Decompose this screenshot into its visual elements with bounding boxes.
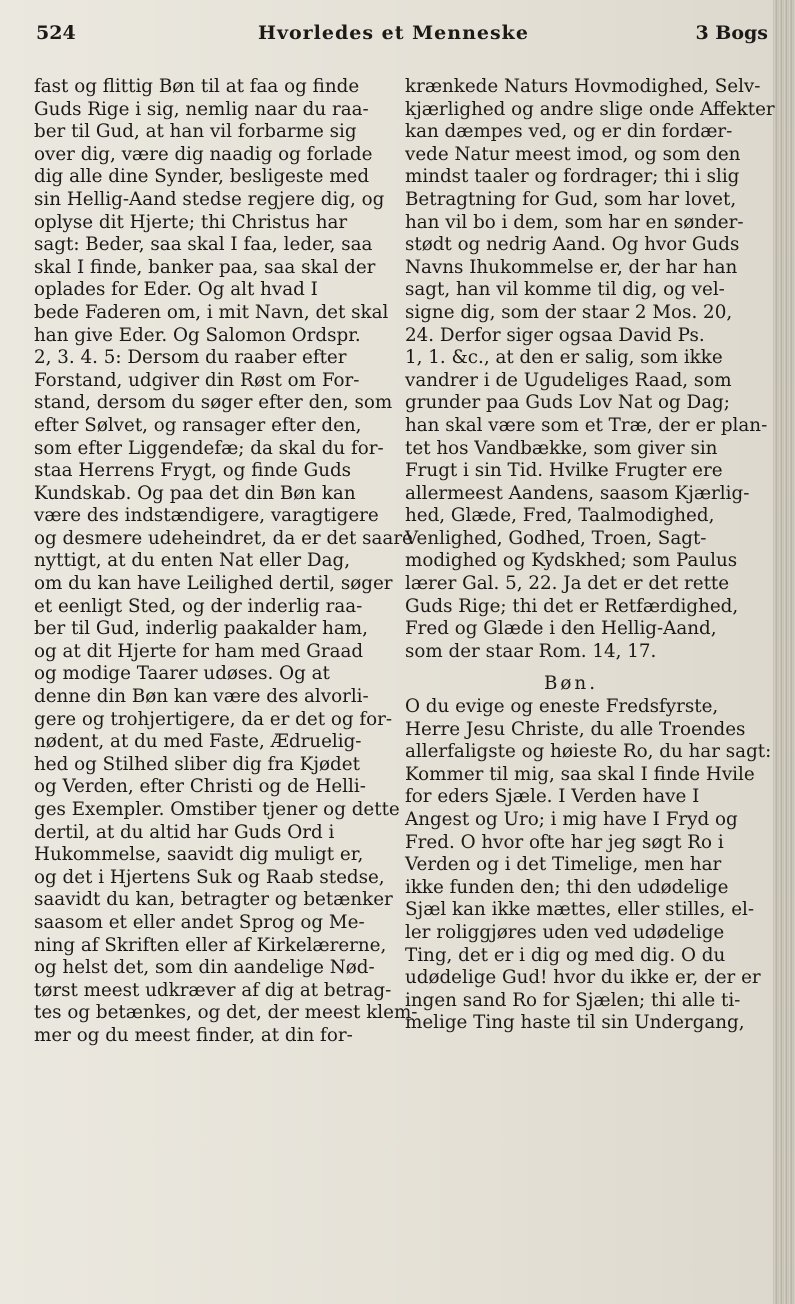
text-line: dertil, at du altid har Guds Ord i — [34, 821, 335, 843]
prayer-line: ler roliggjøres uden ved udødelige — [405, 921, 725, 943]
text-line: ber til Gud, inderlig paakalder ham, — [34, 618, 368, 640]
prayer-line: O du evige og eneste Fredsfyrste, — [405, 696, 719, 718]
text-line: Frugt i sin Tid. Hvilke Frugter ere — [405, 460, 723, 482]
text-line: 24. Derfor siger ogsaa David Ps. — [405, 324, 705, 346]
text-line: stødt og nedrig Aand. Og hvor Guds — [405, 234, 740, 256]
text-line: nødent, at du med Faste, Ædruelig- — [34, 731, 362, 753]
text-line: staa Herrens Frygt, og finde Guds — [34, 460, 352, 482]
prayer-line: ingen sand Ro for Sjælen; thi alle ti- — [405, 989, 741, 1011]
text-line: fast og flittig Bøn til at faa og finde — [34, 76, 360, 97]
text-line: Navns Ihukommelse er, der har han — [405, 256, 738, 278]
text-line: stand, dersom du søger efter den, som — [34, 392, 393, 414]
text-line: tørst meest udkræver af dig at betrag- — [34, 979, 392, 1001]
text-line: sagt: Beder, saa skal I faa, leder, saa — [34, 234, 373, 256]
text-line: og Verden, efter Christi og de Helli- — [34, 776, 366, 798]
right-column — [405, 76, 777, 1035]
text-line: denne din Bøn kan være des alvorli- — [34, 686, 369, 708]
text-line: tes og betænkes, og det, der meest klem- — [34, 1002, 418, 1024]
text-line: signe dig, som der staar 2 Mos. 20, — [405, 301, 733, 323]
text-line: og det i Hjertens Suk og Raab stedse, — [34, 866, 385, 888]
text-line: gere og trohjertigere, da er det og for- — [34, 708, 393, 730]
prayer-line: Herre Jesu Christe, du alle Troendes — [405, 718, 746, 740]
text-line: Kundskab. Og paa det din Bøn kan — [34, 482, 356, 504]
text-line: skal I finde, banker paa, saa skal der — [34, 256, 376, 278]
text-line: og at dit Hjerte for ham med Graad — [34, 640, 364, 662]
text-line: over dig, være dig naadig og forlade — [34, 143, 373, 165]
text-line: ning af Skriften eller af Kirkelærerne, — [34, 934, 387, 956]
text-line: ges Exempler. Omstiber tjener og dette — [34, 799, 400, 820]
text-line: saasom et eller andet Sprog og Me- — [34, 911, 365, 933]
text-line: mer og du meest finder, at din for- — [34, 1024, 353, 1046]
prayer-line: Ting, det er i dig og med dig. O du — [405, 944, 726, 966]
prayer-line: Kommer til mig, saa skal I finde Hvile — [405, 763, 755, 785]
text-line: mindst taaler og fordrager; thi i slig — [405, 166, 740, 188]
text-line: Venlighed, Godhed, Troen, Sagt- — [405, 527, 707, 549]
text-line: og modige Taarer udøses. Og at — [34, 663, 330, 685]
text-line: vede Natur meest imod, og som den — [405, 143, 741, 165]
page-header — [28, 22, 768, 52]
prayer-line: Angest og Uro; i mig have I Fryd og — [405, 809, 738, 830]
text-line: oplades for Eder. Og alt hvad I — [34, 279, 318, 301]
text-line: som der staar Rom. 14, 17. — [405, 640, 657, 662]
prayer-line: melige Ting haste til sin Undergang, — [405, 1012, 745, 1034]
text-line: vandrer i de Ugudeliges Raad, som — [405, 369, 732, 391]
book-signature: 3 Bogs — [695, 22, 768, 44]
prayer-line: for eders Sjæle. I Verden have I — [405, 786, 700, 808]
prayer-line: Sjæl kan ikke mættes, eller stilles, el- — [405, 899, 755, 921]
text-line: sin Hellig-Aand stedse regjere dig, og — [34, 188, 385, 210]
text-line: tet hos Vandbække, som giver sin — [405, 437, 718, 459]
text-line: som efter Liggendefæ; da skal du for- — [34, 437, 384, 459]
text-line: sagt, han vil komme til dig, og vel- — [405, 279, 725, 301]
text-line: Guds Rige i sig, nemlig naar du raa- — [34, 98, 369, 120]
prayer-line: Verden og i det Timelige, men har — [405, 854, 722, 876]
prayer-line: ikke funden den; thi den udødelige — [405, 876, 729, 898]
left-column — [34, 76, 418, 1048]
text-line: være des indstændigere, varagtigere — [34, 505, 379, 527]
text-line: bede Faderen om, i mit Navn, det skal — [34, 301, 389, 323]
text-line: han give Eder. Og Salomon Ordspr. — [34, 324, 361, 346]
text-line: lærer Gal. 5, 22. Ja det er det rette — [405, 573, 730, 595]
text-line: nyttigt, at du enten Nat eller Dag, — [34, 550, 351, 572]
prayer-line: udødelige Gud! hvor du ikke er, der er — [405, 967, 761, 989]
page-number: 524 — [36, 22, 76, 44]
prayer-line: allerfaligste og høieste Ro, du har sagt: — [405, 741, 772, 763]
text-line: Hukommelse, saavidt dig muligt er, — [34, 844, 364, 866]
text-line: saavidt du kan, betragter og betænker — [34, 889, 393, 911]
text-line: hed, Glæde, Fred, Taalmodighed, — [405, 505, 715, 527]
text-line: allermeest Aandens, saasom Kjærlig- — [405, 482, 750, 504]
text-line: 2, 3. 4. 5: Dersom du raaber efter — [34, 347, 347, 369]
right-column-text — [405, 76, 777, 663]
prayer-title: Bøn. — [543, 673, 599, 695]
text-line: han vil bo i dem, som har en sønder- — [405, 211, 744, 233]
text-line: kjærlighed og andre slige onde Affekter — [405, 98, 775, 120]
text-line: oplyse dit Hjerte; thi Christus har — [34, 211, 348, 233]
text-line: kan dæmpes ved, og er din fordær- — [405, 121, 733, 143]
text-line: et eenligt Sted, og der inderlig raa- — [34, 595, 363, 617]
running-title: Hvorledes et Menneske — [258, 22, 529, 44]
text-line: han skal være som et Træ, der er plan- — [405, 414, 768, 436]
text-line: efter Sølvet, og ransager efter den, — [34, 414, 362, 436]
text-line: 1, 1. &c., at den er salig, som ikke — [405, 347, 723, 369]
text-line: hed og Stilhed sliber dig fra Kjødet — [34, 753, 360, 775]
text-line: dig alle dine Synder, besligeste med — [34, 166, 370, 188]
text-line: og desmere udeheindret, da er det saare — [34, 527, 413, 549]
text-line: grunder paa Guds Lov Nat og Dag; — [405, 392, 730, 414]
prayer-text — [405, 696, 777, 1035]
text-line: Fred og Glæde i den Hellig-Aand, — [405, 618, 717, 640]
text-line: modighed og Kydskhed; som Paulus — [405, 550, 738, 572]
text-line: om du kan have Leilighed dertil, søger — [34, 573, 393, 595]
prayer-line: Fred. O hvor ofte har jeg søgt Ro i — [405, 831, 724, 853]
text-line: ber til Gud, at han vil forbarme sig — [34, 121, 357, 143]
text-line: Betragtning for Gud, som har lovet, — [405, 188, 737, 210]
text-line: Forstand, udgiver din Røst om For- — [34, 369, 360, 391]
text-line: Guds Rige; thi det er Retfærdighed, — [405, 595, 739, 617]
text-line: krænkede Naturs Hovmodighed, Selv- — [405, 76, 761, 97]
text-line: og helst det, som din aandelige Nød- — [34, 957, 375, 979]
